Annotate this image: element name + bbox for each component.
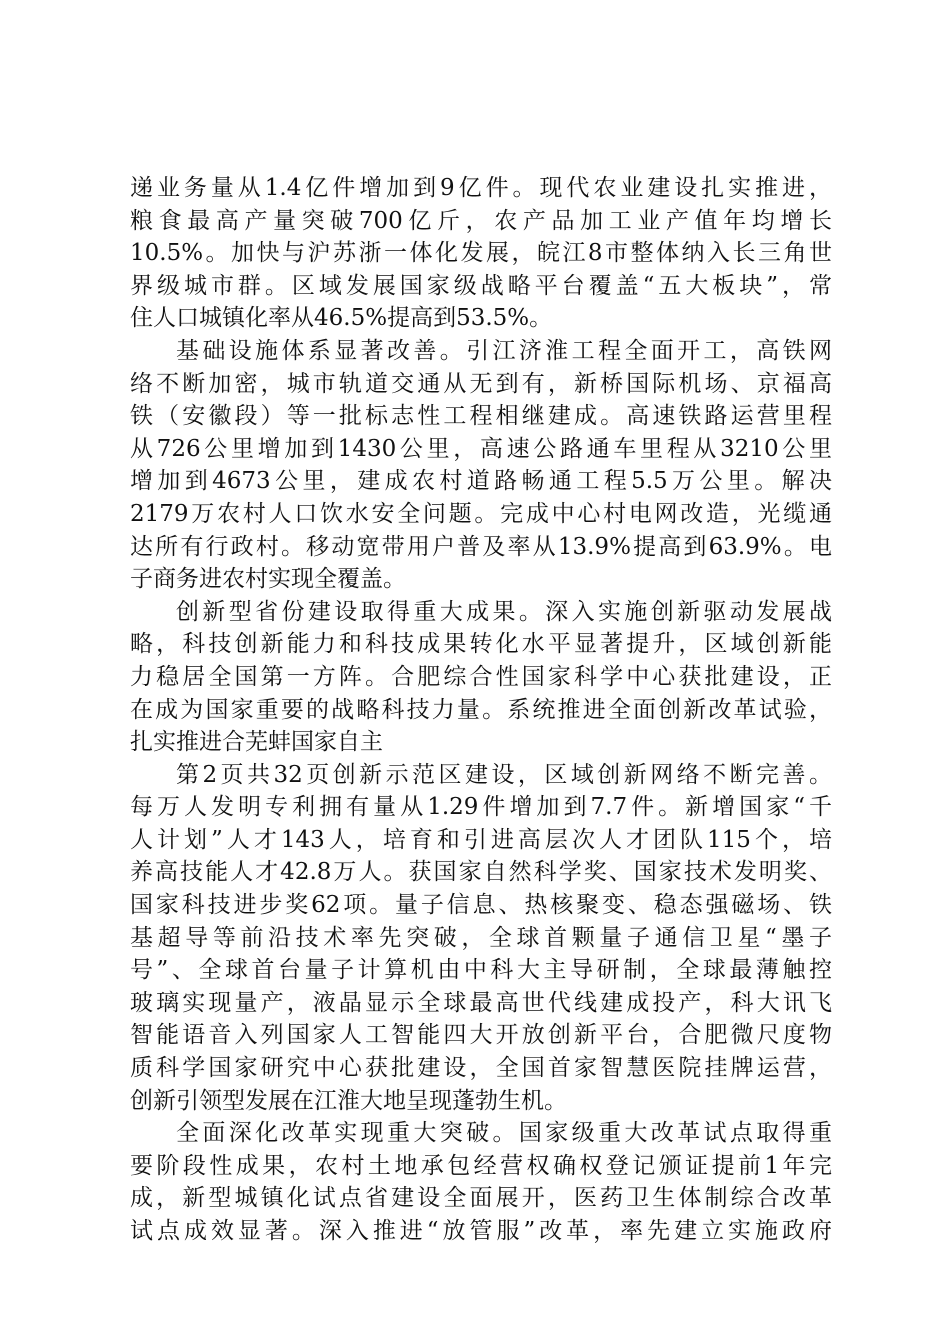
text-line: 递业务量从1.4亿件增加到9亿件。现代农业建设扎实推进， (130, 175, 832, 201)
text-line: 人计划”人才143人，培育和引进高层次人才团队115个，培 (130, 826, 832, 853)
text-line: 基础设施体系显著改善。引江济淮工程全面开工，高铁网 (176, 337, 832, 364)
text-line: 创新引领型发展在江淮大地呈现蓬勃生机。 (130, 1087, 567, 1114)
paragraph-p4 (130, 759, 832, 1118)
text-line: 每万人发明专利拥有量从1.29件增加到7.7件。新增国家“千 (130, 794, 832, 821)
text-line: 略，科技创新能力和科技成果转化水平显著提升，区域创新能 (130, 631, 832, 658)
text-line: 智能语音入列国家人工智能四大开放创新平台，合肥微尺度物 (130, 1022, 832, 1049)
text-line: 界级城市群。区域发展国家级战略平台覆盖“五大板块”，常 (130, 272, 832, 299)
text-line: 质科学国家研究中心获批建设，全国首家智慧医院挂牌运营， (130, 1055, 832, 1082)
text-line: 在成为国家重要的战略科技力量。系统推进全面创新改革试验， (130, 696, 832, 723)
text-line: 要阶段性成果，农村土地承包经营权确权登记颁证提前1年完 (130, 1152, 832, 1179)
text-line: 玻璃实现量产，液晶显示全球最高世代线建成投产，科大讯飞 (130, 989, 832, 1016)
text-line: 成，新型城镇化试点省建设全面展开，医药卫生体制综合改革 (130, 1185, 832, 1212)
text-line: 扎实推进合芜蚌国家自主 (130, 729, 383, 756)
document-body (130, 172, 832, 1248)
text-line: 粮食最高产量突破700亿斤，农产品加工业产值年均增长 (130, 207, 832, 234)
text-line: 号”、全球首台量子计算机由中科大主导研制，全球最薄触控 (130, 957, 832, 984)
text-line: 基超导等前沿技术率先突破，全球首颗量子通信卫星“墨子 (130, 924, 832, 951)
text-line: 子商务进农村实现全覆盖。 (130, 566, 406, 593)
paragraph-p5 (130, 1117, 832, 1247)
paragraph-p3 (130, 596, 832, 759)
text-line: 试点成效显著。深入推进“放管服”改革，率先建立实施政府 (130, 1218, 832, 1244)
text-line: 增加到4673公里，建成农村道路畅通工程5.5万公里。解决 (130, 468, 832, 495)
text-line: 络不断加密，城市轨道交通从无到有，新桥国际机场、京福高 (130, 370, 832, 397)
text-line: 创新型省份建设取得重大成果。深入实施创新驱动发展战 (176, 598, 832, 625)
text-line: 力稳居全国第一方阵。合肥综合性国家科学中心获批建设，正 (130, 663, 832, 690)
paragraph-p2 (130, 335, 832, 596)
text-line: 从726公里增加到1430公里，高速公路通车里程从3210公里 (130, 435, 832, 462)
paragraph-p1 (130, 172, 832, 335)
text-line: 10.5%。加快与沪苏浙一体化发展，皖江8市整体纳入长三角世 (130, 240, 832, 267)
text-line: 养高技能人才42.8万人。获国家自然科学奖、国家技术发明奖、 (130, 859, 832, 886)
text-line: 国家科技进步奖62项。量子信息、热核聚变、稳态强磁场、铁 (130, 892, 832, 919)
text-line: 全面深化改革实现重大突破。国家级重大改革试点取得重 (176, 1120, 832, 1147)
text-line: 达所有行政村。移动宽带用户普及率从13.9%提高到63.9%。电 (130, 533, 832, 560)
text-line: 铁（安徽段）等一批标志性工程相继建成。高速铁路运营里程 (130, 403, 832, 430)
text-line: 第2页共32页创新示范区建设，区域创新网络不断完善。 (176, 761, 832, 788)
text-line: 住人口城镇化率从46.5%提高到53.5%。 (130, 305, 553, 332)
text-line: 2179万农村人口饮水安全问题。完成中心村电网改造，光缆通 (130, 500, 832, 527)
